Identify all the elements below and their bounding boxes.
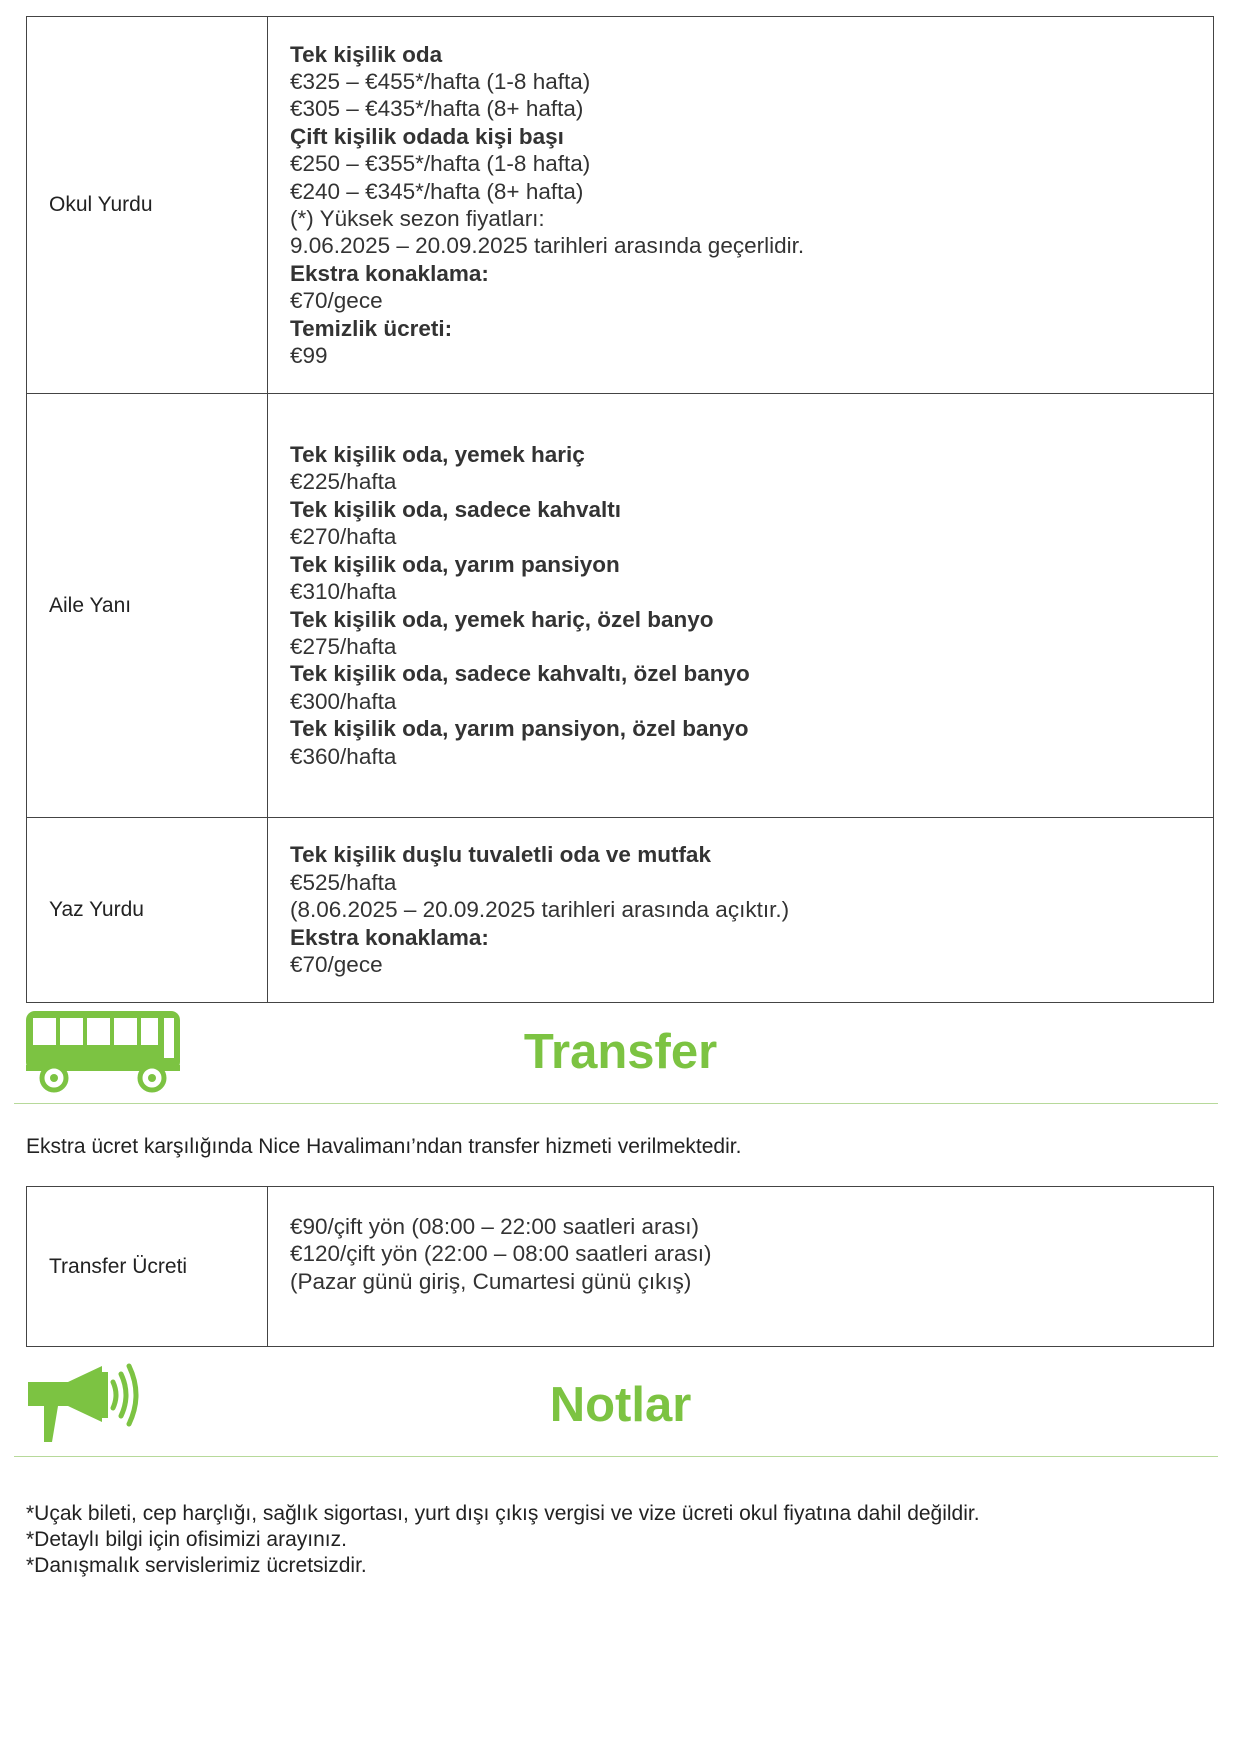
content-line: €305 – €435*/hafta (8+ hafta) [290, 96, 584, 122]
content-heading: Tek kişilik oda, yemek hariç [290, 442, 585, 468]
transfer-title: Transfer [523, 1025, 718, 1079]
content-heading: Tek kişilik oda, yemek hariç, özel banyo [290, 606, 714, 632]
transfer-table [26, 1186, 1214, 1347]
content-heading: Tek kişilik oda, yarım pansiyon, özel banyo [290, 716, 749, 742]
content-heading: Tek kişilik duşlu tuvaletli oda ve mutfak [290, 842, 711, 868]
content-line: €525/hafta [290, 869, 397, 895]
content-line: €325 – €455*/hafta (1-8 hafta) [290, 68, 591, 94]
transfer-description: Ekstra ücret karşılığında Nice Havalimanı’ndan transfer hizmeti verilmektedir. [26, 1135, 742, 1158]
content-line: €70/gece [290, 952, 383, 978]
notes-title: Notlar [549, 1378, 692, 1432]
row-content-transfer [268, 1187, 1214, 1347]
note-item-1: *Uçak bileti, cep harçlığı, sağlık sigortası, yurt dışı çıkış vergisi ve vize ücreti okul fiyatına dahil değildir. [26, 1502, 980, 1525]
row-content-yaz-yurdu [268, 818, 1214, 1003]
table-row [27, 17, 1214, 394]
content-line: €225/hafta [290, 469, 397, 495]
table-row [27, 818, 1214, 1003]
content-heading: Temizlik ücreti: [290, 315, 453, 341]
content-line: (8.06.2025 – 20.09.2025 tarihleri arasında açıktır.) [290, 897, 790, 923]
content-heading: Ekstra konaklama: [290, 260, 489, 286]
content-line: (Pazar günü giriş, Cumartesi günü çıkış) [290, 1268, 692, 1294]
content-line: €360/hafta [290, 743, 397, 769]
content-heading: Tek kişilik oda, sadece kahvaltı, özel banyo [290, 661, 750, 687]
content-line: €300/hafta [290, 688, 397, 714]
content-heading: Ekstra konaklama: [290, 924, 489, 950]
content-heading: Tek kişilik oda, sadece kahvaltı [290, 496, 622, 522]
notes-divider [14, 1456, 1218, 1457]
row-label-okul-yurdu: Okul Yurdu [27, 17, 268, 394]
content-heading: Tek kişilik oda, yarım pansiyon [290, 551, 620, 577]
content-line: (*) Yüksek sezon fiyatları: [290, 206, 545, 231]
content-line: €90/çift yön (08:00 – 22:00 saatleri arası) [290, 1214, 699, 1239]
content-line: €275/hafta [290, 633, 397, 659]
content-line: €250 – €355*/hafta (1-8 hafta) [290, 151, 591, 177]
content-line: €120/çift yön (22:00 – 08:00 saatleri arası) [290, 1241, 712, 1267]
content-line: €240 – €345*/hafta (8+ hafta) [290, 178, 584, 204]
transfer-divider [14, 1103, 1218, 1104]
content-line: €270/hafta [290, 524, 397, 550]
table-row [27, 394, 1214, 818]
content-line: 9.06.2025 – 20.09.2025 tarihleri arasında geçerlidir. [290, 233, 805, 259]
note-item-3: *Danışmalık servislerimiz ücretsizdir. [26, 1554, 367, 1577]
content-heading: Tek kişilik oda [290, 41, 443, 67]
content-heading: Çift kişilik odada kişi başı [290, 123, 564, 149]
content-line: €70/gece [290, 288, 383, 314]
content-line: €99 [290, 343, 328, 369]
row-label-transfer: Transfer Ücreti [27, 1187, 268, 1347]
table-row [27, 1187, 1214, 1347]
row-content-aile-yani [268, 394, 1214, 818]
note-item-2: *Detaylı bilgi için ofisimizi arayınız. [26, 1528, 347, 1551]
content-line: €310/hafta [290, 579, 397, 605]
row-label-yaz-yurdu: Yaz Yurdu [27, 818, 268, 1003]
accommodation-table [26, 16, 1214, 1003]
row-content-okul-yurdu [268, 17, 1214, 394]
row-label-aile-yani: Aile Yanı [27, 394, 268, 818]
